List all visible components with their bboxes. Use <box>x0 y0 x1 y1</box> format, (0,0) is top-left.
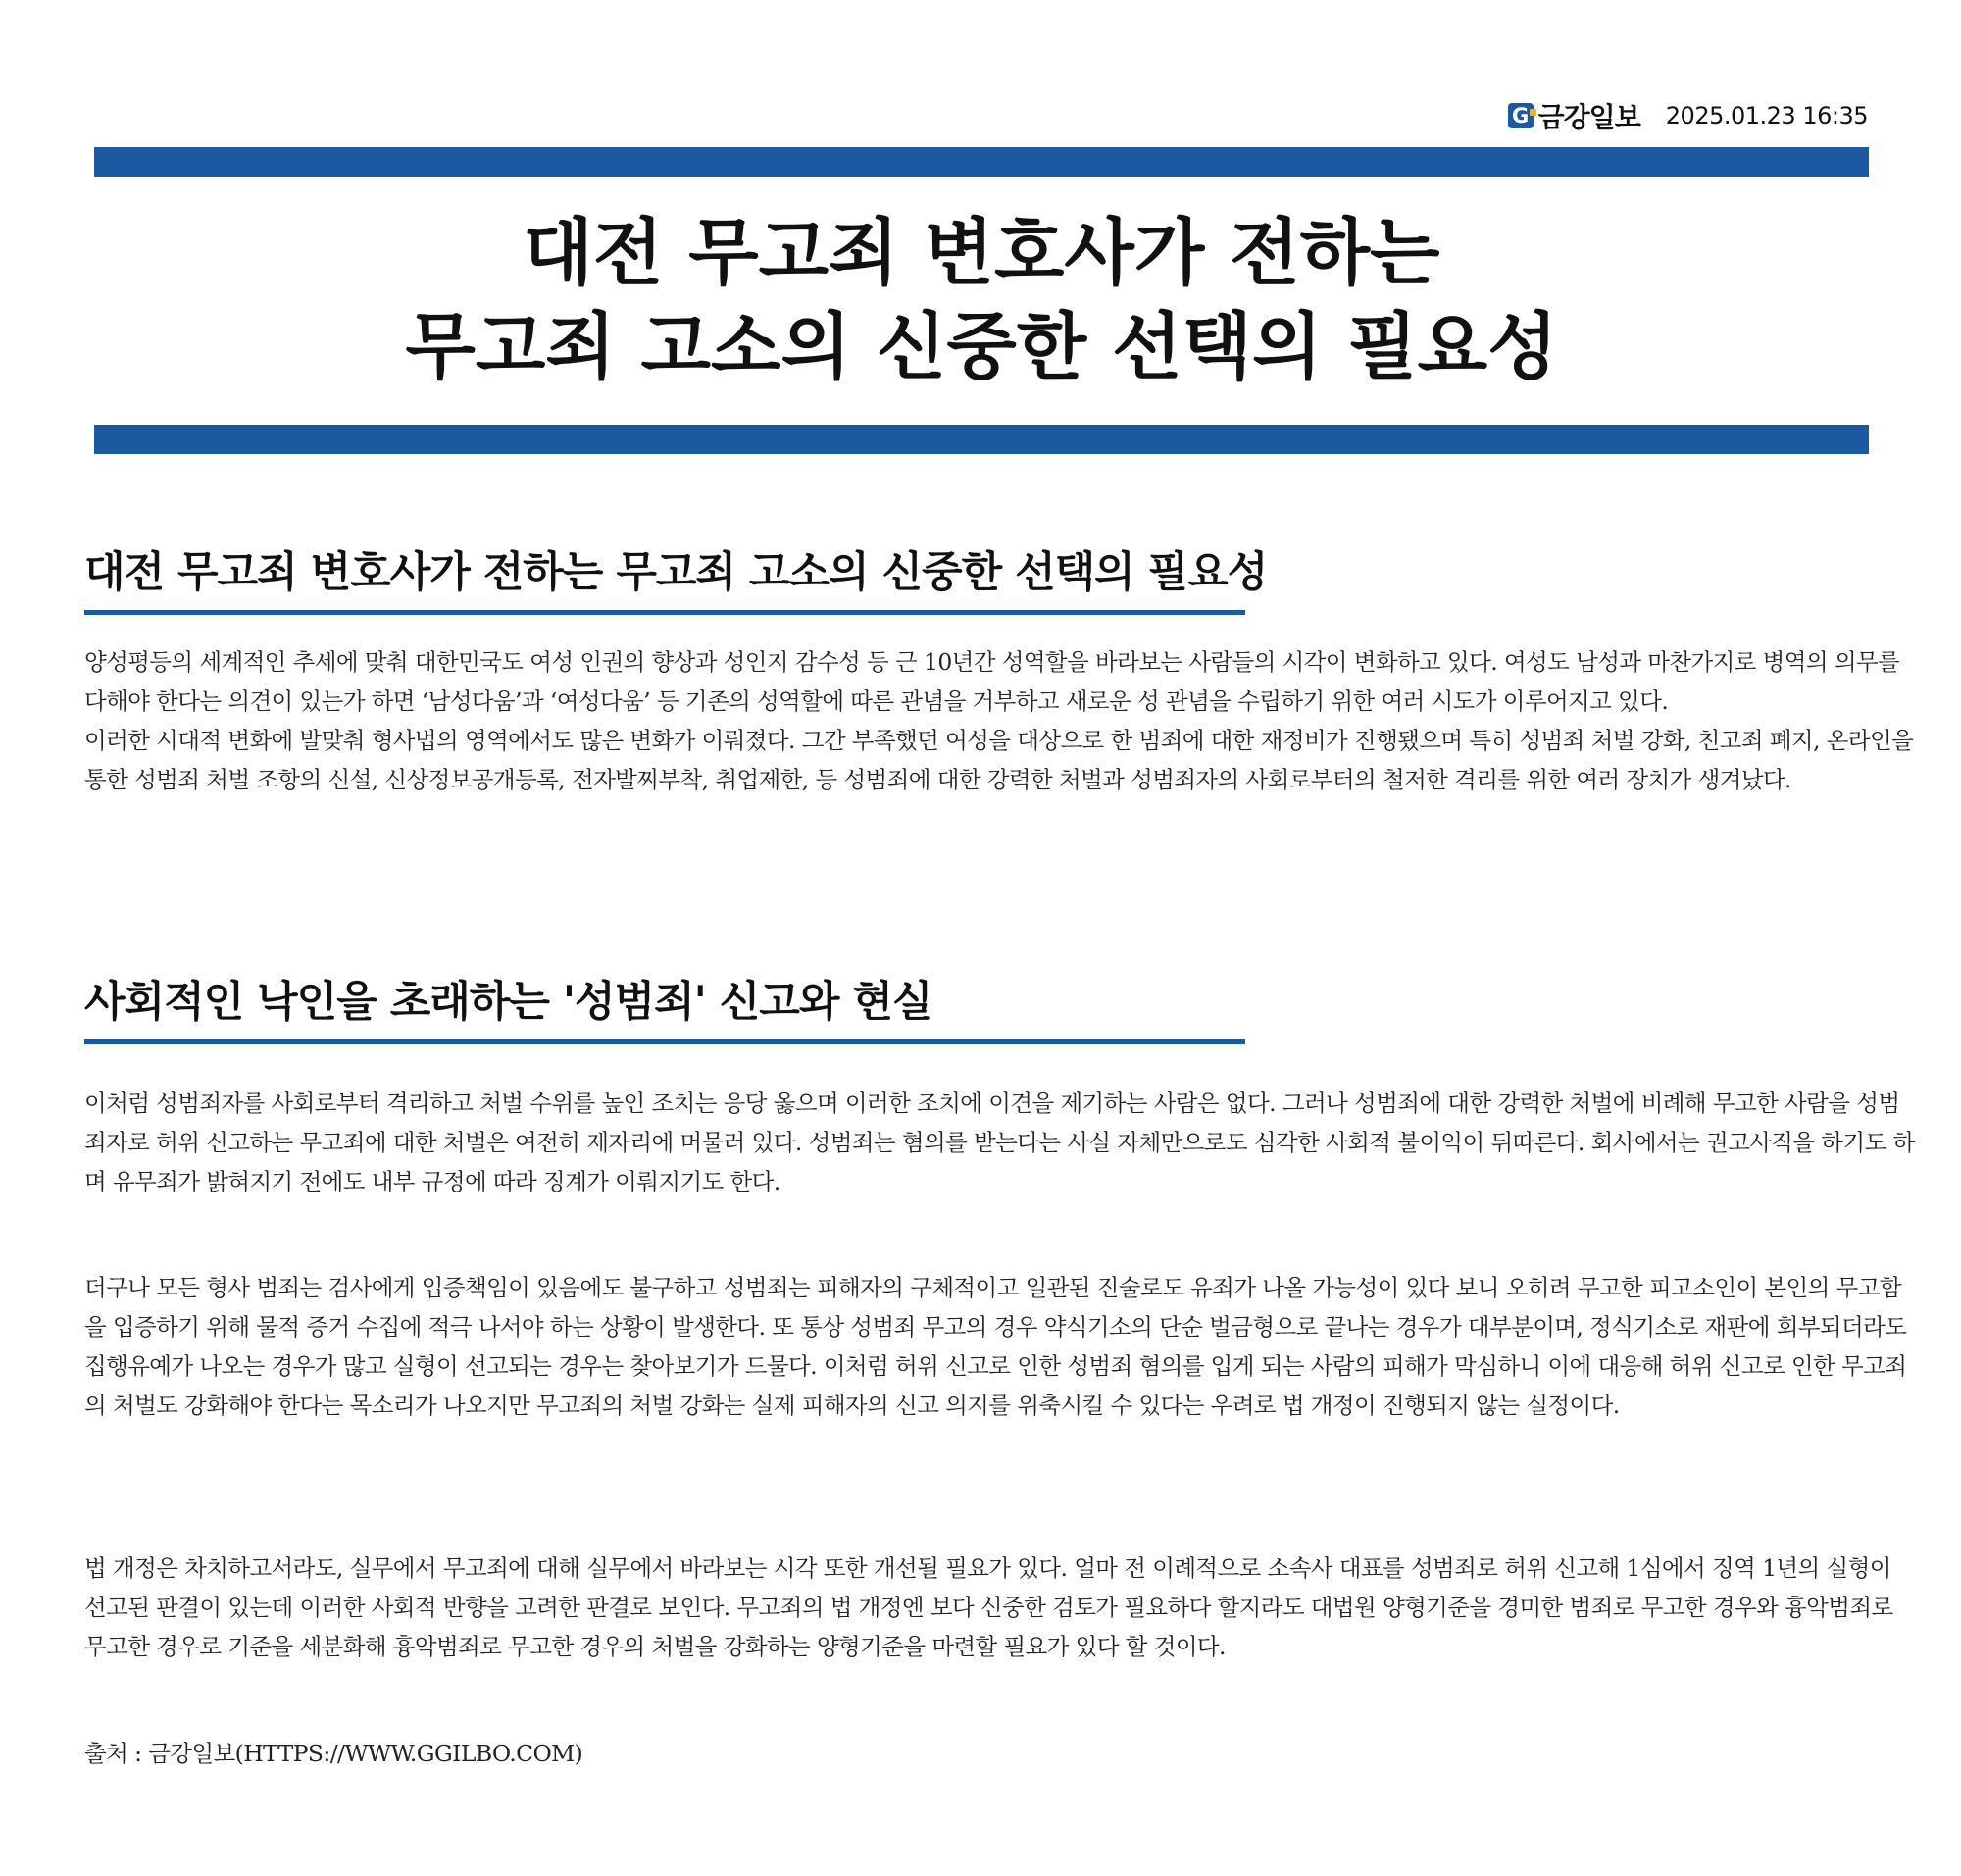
paragraph: 이러한 시대적 변화에 발맞춰 형사법의 영역에서도 많은 변화가 이뤄졌다. 그간 부족했던 여성을 대상으로 한 범죄에 대한 재정비가 진행됐으며 특히 성범죄 처벌 강화, 친고죄 폐지, 온라인을 통한 성범죄 처벌 조항의 신설, 신상정보공개등록, 전자발찌부착, 취업제한, 등 성범죄에 대한 강력한 처벌과 성범죄자의 사회로부터의 철저한 격리를 위한 여러 장치가 생겨났다. <box>84 727 1914 793</box>
source-link[interactable]: 출처 : 금강일보(HTTPS://WWW.GGILBO.COM) <box>84 1740 583 1767</box>
publication-name: 금강일보 <box>1537 101 1640 133</box>
headline <box>94 206 1869 394</box>
paragraph: 양성평등의 세계적인 추세에 맞춰 대한민국도 여성 인권의 향상과 성인지 감수성 등 근 10년간 성역할을 바라보는 사람들의 시각이 변화하고 있다. 여성도 남성과 마찬가지로 병역의 의무를 다해야 한다는 의견이 있는가 하면 ‘남성다움’과 ‘여성다움’ 등 기존의 성역할에 따른 관념을 거부하고 새로운 성 관념을 수립하기 위한 여러 시도가 이루어지고 있다. <box>84 648 1900 715</box>
section-underline-1 <box>84 610 1245 615</box>
section-1-body <box>84 642 1918 799</box>
section-2-paragraph-3 <box>84 1548 1918 1666</box>
paragraph: 더구나 모든 형사 범죄는 검사에게 입증책임이 있음에도 불구하고 성범죄는 피해자의 구체적이고 일관된 진술로도 유죄가 나올 가능성이 있다 보니 오히려 무고한 피고소인이 본인의 무고함을 입증하기 위해 물적 증거 수집에 적극 나서야 하는 상황이 발생한다. 또 통상 성범죄 무고의 경우 약식기소의 단순 벌금형으로 끝나는 경우가 대부분이며, 정식기소로 재판에 회부되더라도 집행유예가 나오는 경우가 많고 실형이 선고되는 경우는 찾아보기가 드물다. 이처럼 허위 신고로 인한 성범죄 혐의를 입게 되는 사람의 피해가 막심하니 이에 대응해 허위 신고로 인한 무고죄의 처벌도 강화해야 한다는 목소리가 나오지만 무고죄의 처벌 강화는 실제 피해자의 신고 의지를 위축시킬 수 있다는 우려로 법 개정이 진행되지 않는 실정이다. <box>84 1274 1907 1419</box>
paragraph: 법 개정은 차치하고서라도, 실무에서 무고죄에 대해 실무에서 바라보는 시각 또한 개선될 필요가 있다. 얼마 전 이례적으로 소속사 대표를 성범죄로 허위 신고해 1심에서 징역 1년의 실형이 선고된 판결이 있는데 이러한 사회적 반향을 고려한 판결로 보인다. 무고죄의 법 개정엔 보다 신중한 검토가 필요하다 할지라도 대법원 양형기준을 경미한 범죄로 무고한 경우와 흉악범죄로 무고한 경우로 기준을 세분화해 흉악범죄로 무고한 경우의 처벌을 강화하는 양형기준을 마련할 필요가 있다 할 것이다. <box>84 1554 1893 1660</box>
headline-line-1: 대전 무고죄 변호사가 전하는 <box>523 211 1440 295</box>
section-underline-2 <box>84 1039 1245 1044</box>
masthead <box>1508 96 1868 135</box>
headline-line-2: 무고죄 고소의 신중한 선택의 필요성 <box>405 305 1558 389</box>
publication-logo[interactable] <box>1508 96 1640 135</box>
source-credit <box>84 1734 1918 1773</box>
logo-g-icon: G <box>1508 103 1534 128</box>
section-heading-2: 사회적인 낙인을 초래하는 '성범죄' 신고와 현실 <box>84 978 932 1027</box>
headline-bottom-rule <box>94 425 1869 454</box>
paragraph: 이처럼 성범죄자를 사회로부터 격리하고 처벌 수위를 높인 조치는 응당 옳으며 이러한 조치에 이견을 제기하는 사람은 없다. 그러나 성범죄에 대한 강력한 처벌에 비례해 무고한 사람을 성범죄자로 허위 신고하는 무고죄에 대한 처벌은 여전히 제자리에 머물러 있다. 성범죄는 혐의를 받는다는 사실 자체만으로도 심각한 사회적 불이익이 뒤따른다. 회사에서는 권고사직을 하기도 하며 유무죄가 밝혀지기 전에도 내부 규정에 따라 징계가 이뤄지기도 한다. <box>84 1090 1915 1195</box>
section-2-paragraph-2 <box>84 1268 1918 1425</box>
headline-top-rule <box>94 147 1869 177</box>
publish-timestamp: 2025.01.23 16:35 <box>1665 102 1868 129</box>
section-heading-1: 대전 무고죄 변호사가 전하는 무고죄 고소의 신중한 선택의 필요성 <box>84 548 1268 597</box>
section-2-paragraph-1 <box>84 1084 1918 1201</box>
